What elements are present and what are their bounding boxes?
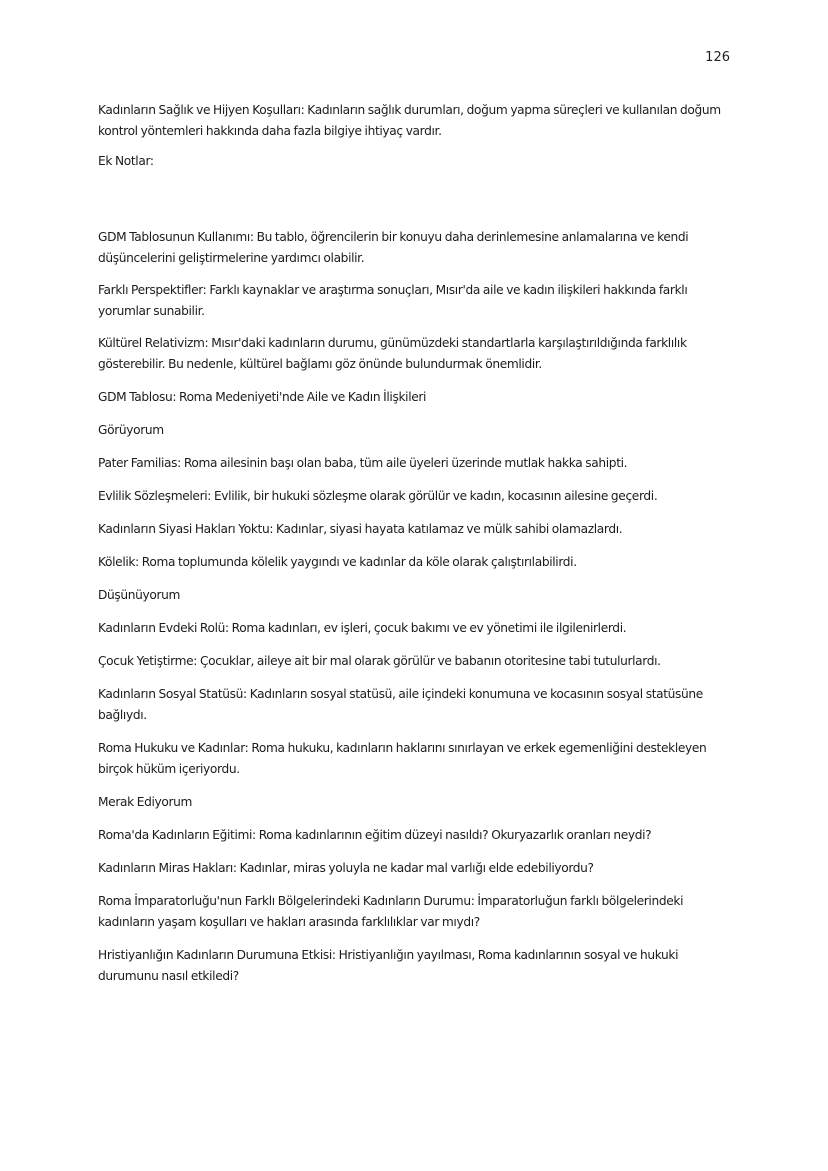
heading-i-think: Düşünüyorum: [98, 588, 181, 602]
paragraph-slavery: Kölelik: Roma toplumunda kölelik yaygındı ve kadınlar da köle olarak çalıştırılabilirdi.: [98, 555, 577, 569]
paragraph-cultural-relativism: Kültürel Relativizm: Mısır'daki kadınların durumu, günümüzdeki standartlarla karşılaştırıldığında farklılık gösterebilir. Bu nedenle, kültürel bağlamı göz önünde bulundurmak önemlidir.: [98, 336, 687, 371]
paragraph-child-rearing: Çocuk Yetiştirme: Çocuklar, aileye ait bir mal olarak görülür ve babanın otoritesine tabi tutulurlardı.: [98, 654, 661, 668]
paragraph-christianity-effect: Hristiyanlığın Kadınların Durumuna Etkisi: Hristiyanlığın yayılması, Roma kadınlarının sosyal ve hukuki durumunu nasıl etkiledi?: [98, 948, 679, 983]
paragraph-political-rights: Kadınların Siyasi Hakları Yoktu: Kadınlar, siyasi hayata katılamaz ve mülk sahibi olamazlardı.: [98, 522, 623, 536]
page-number: 126: [705, 50, 730, 65]
paragraph-inheritance: Kadınların Miras Hakları: Kadınlar, miras yoluyla ne kadar mal varlığı elde edebiliyordu?: [98, 861, 594, 875]
paragraph-pater-familias: Pater Familias: Roma ailesinin başı olan baba, tüm aile üyeleri üzerinde mutlak hakka sahipti.: [98, 456, 628, 470]
document-body: [98, 100, 734, 987]
paragraph-regional-differences: Roma İmparatorluğu'nun Farklı Bölgelerindeki Kadınların Durumu: İmparatorluğun farklı bölgelerindeki kadınların yaşam koşulları ve hakları arasında farklılıklar var mıydı?: [98, 894, 684, 929]
paragraph-social-status: Kadınların Sosyal Statüsü: Kadınların sosyal statüsü, aile içindeki konumuna ve kocasının sosyal statüsüne bağlıydı.: [98, 687, 703, 722]
paragraph-different-perspectives: Farklı Perspektifler: Farklı kaynaklar ve araştırma sonuçları, Mısır'da aile ve kadın ilişkileri hakkında farklı yorumlar sunabilir.: [98, 283, 688, 318]
heading-i-wonder: Merak Ediyorum: [98, 795, 193, 809]
paragraph-marriage-contracts: Evlilik Sözleşmeleri: Evlilik, bir hukuki sözleşme olarak görülür ve kadın, kocasının ailesine geçerdi.: [98, 489, 658, 503]
heading-extra-notes: Ek Notlar:: [98, 154, 154, 168]
paragraph-health-hygiene: Kadınların Sağlık ve Hijyen Koşulları: Kadınların sağlık durumları, doğum yapma süreçleri ve kullanılan doğum kontrol yöntemleri hakkında daha fazla bilgiye ihtiyaç vardır.: [98, 103, 721, 138]
paragraph-role-at-home: Kadınların Evdeki Rolü: Roma kadınları, ev işleri, çocuk bakımı ve ev yönetimi ile ilgilenirlerdi.: [98, 621, 627, 635]
paragraph-gdm-usage: GDM Tablosunun Kullanımı: Bu tablo, öğrencilerin bir konuyu daha derinlemesine anlamalarına ve kendi düşüncelerini geliştirmelerine yardımcı olabilir.: [98, 230, 689, 265]
heading-i-see: Görüyorum: [98, 423, 164, 437]
heading-gdm-table-rome: GDM Tablosu: Roma Medeniyeti'nde Aile ve Kadın İlişkileri: [98, 390, 427, 404]
paragraph-education: Roma'da Kadınların Eğitimi: Roma kadınlarının eğitim düzeyi nasıldı? Okuryazarlık oranları neydi?: [98, 828, 652, 842]
paragraph-roman-law: Roma Hukuku ve Kadınlar: Roma hukuku, kadınların haklarını sınırlayan ve erkek egemenliğini destekleyen birçok hüküm içeriyordu.: [98, 741, 707, 776]
